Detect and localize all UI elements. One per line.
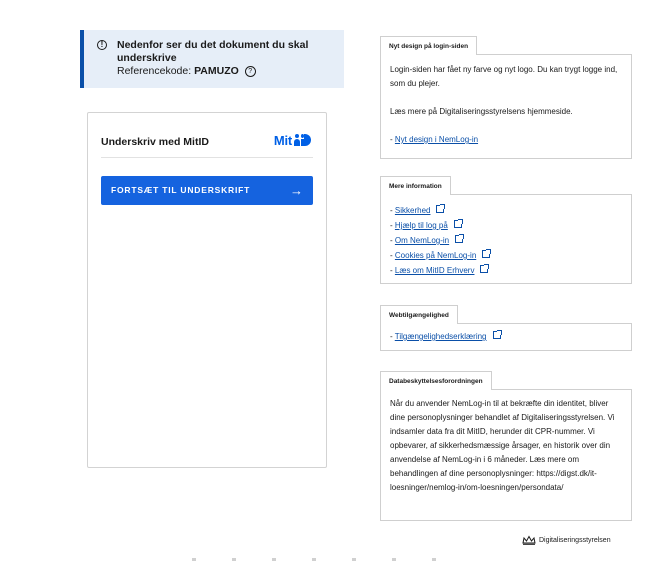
accessibility-box xyxy=(380,304,632,351)
info-banner xyxy=(80,30,344,88)
gdpr-text: Når du anvender NemLog-in til at bekræfte din identitet, bliver dine personoplysninger behandlet af Digitaliseringsstyrelsen. Vi indsamler data fra dit MitID, herunder dit CPR-nummer. Vi opbevarer, af sikkerhedsmæssige årsager, en historik over din anvendelse af NemLog-in i 6 måneder. Læs mere om behandlingen af dine personoplysninger: https://digst.dk/it-loesninger/nemlog-in/om-loesningen/persondata/ xyxy=(390,399,615,492)
list-item: - Læs om MitID Erhverv xyxy=(390,263,622,278)
mitid-logo-text: Mit xyxy=(273,132,292,148)
gdpr-content xyxy=(380,389,632,521)
more-info-tab: Mere information xyxy=(380,176,451,195)
mitid-business-link[interactable]: Læs om MitID Erhverv xyxy=(394,266,475,275)
gdpr-box xyxy=(380,370,632,521)
reference-label: Referencekode: xyxy=(117,65,192,77)
continue-to-signature-button[interactable] xyxy=(101,176,313,205)
reference-code: PAMUZO xyxy=(194,65,239,77)
about-nemlogin-link[interactable]: Om NemLog-in xyxy=(394,236,450,245)
security-link[interactable]: Sikkerhed xyxy=(394,206,431,215)
external-link-icon xyxy=(455,235,463,243)
card-title: Underskriv med MitID xyxy=(101,136,209,148)
arrow-right-icon: → xyxy=(290,183,303,198)
login-help-link[interactable]: Hjælp til log på xyxy=(394,221,448,230)
mitid-logo-mark xyxy=(294,134,312,146)
list-dash: - xyxy=(390,135,395,144)
footer-logo-text: Digitaliseringsstyrelsen xyxy=(539,536,611,544)
mitid-sign-card xyxy=(87,112,327,468)
new-design-tab: Nyt design på login-siden xyxy=(380,36,477,55)
list-item: - Sikkerhed xyxy=(390,203,622,218)
external-link-icon xyxy=(493,331,501,339)
list-item: - Cookies på NemLog-in xyxy=(390,248,622,263)
continue-button-label: FORTSÆT TIL UNDERSKRIFT xyxy=(111,185,251,195)
info-icon: ! xyxy=(97,40,107,50)
new-design-text: Login-siden har fået ny farve og nyt logo. Du kan trygt logge ind, som du plejer. xyxy=(390,65,618,88)
card-divider xyxy=(101,157,313,158)
external-link-icon xyxy=(482,250,490,258)
new-design-content xyxy=(380,54,632,159)
external-link-icon xyxy=(480,265,488,273)
accessibility-content: - Tilgængelighedserklæring xyxy=(380,323,632,351)
accessibility-tab: Webtilgængelighed xyxy=(380,305,458,324)
help-icon[interactable]: ? xyxy=(245,66,256,77)
mitid-logo xyxy=(274,133,312,147)
new-design-box xyxy=(380,35,632,159)
external-link-icon xyxy=(436,205,444,213)
page-indicator xyxy=(192,558,452,562)
list-item: - Hjælp til log på xyxy=(390,218,622,233)
cookies-link[interactable]: Cookies på NemLog-in xyxy=(394,251,477,260)
banner-title: Nedenfor ser du det dokument du skal underskrive xyxy=(117,39,309,64)
crown-icon xyxy=(522,535,536,545)
digitaliseringsstyrelsen-logo xyxy=(522,535,611,545)
reference-line xyxy=(117,65,334,78)
new-design-link[interactable]: Nyt design i NemLog-in xyxy=(394,135,479,144)
accessibility-statement-link[interactable]: Tilgængelighedserklæring xyxy=(394,332,487,341)
list-item: - Om NemLog-in xyxy=(390,233,622,248)
new-design-readmore: Læs mere på Digitaliseringsstyrelsens hjemmeside. xyxy=(390,107,573,116)
more-info-box xyxy=(380,175,632,284)
new-design-link-row xyxy=(390,133,622,147)
external-link-icon xyxy=(454,220,462,228)
more-info-content xyxy=(380,194,632,284)
gdpr-tab: Databeskyttelsesforordningen xyxy=(380,371,492,390)
